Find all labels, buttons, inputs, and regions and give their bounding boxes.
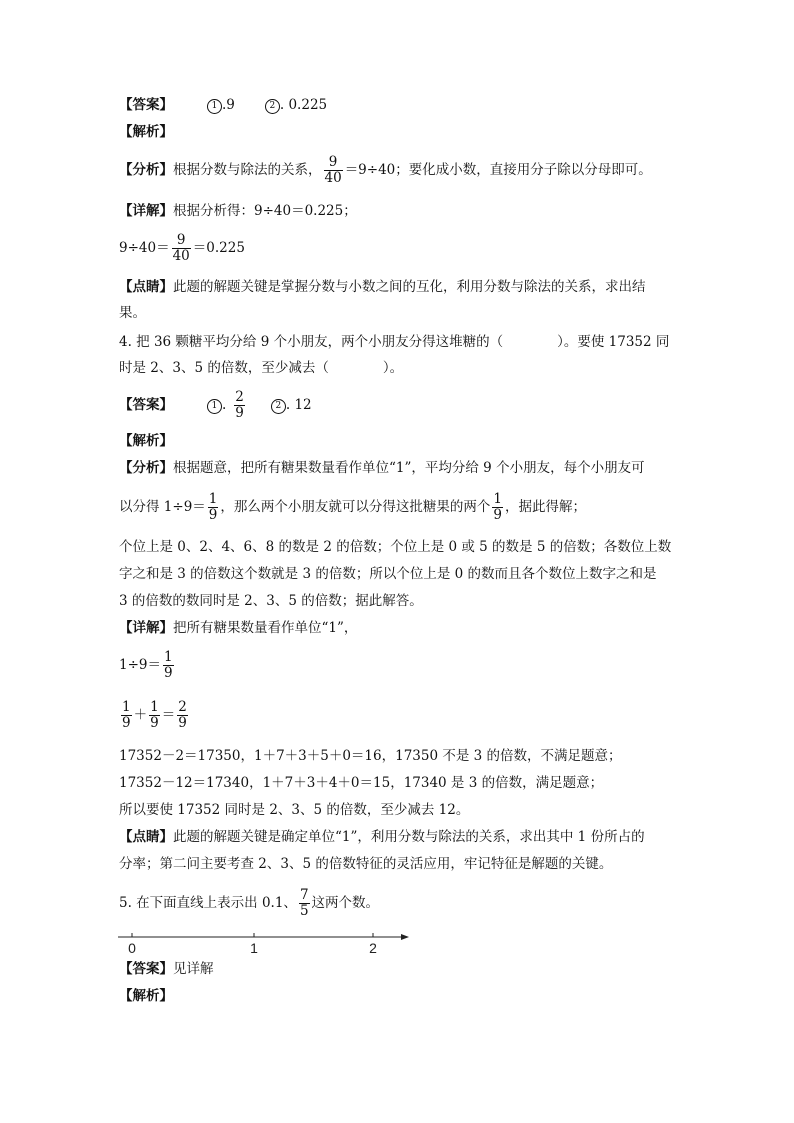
fraction: $\frac{1}{9}$: [122, 699, 131, 731]
fraction: $\frac{1}{9}$: [493, 491, 502, 523]
fenxi-tag: 【分析】: [119, 460, 173, 476]
arrow-head-icon: [401, 934, 409, 940]
circled-number: 1: [207, 399, 222, 414]
answer-tag: 【答案】: [119, 397, 173, 413]
answer-value: . 12: [285, 397, 312, 413]
tick-label-2: 2: [369, 940, 377, 956]
q4-analysis-line: [119, 431, 173, 451]
q3-answer-line: [119, 95, 327, 115]
answer-value: . 0.225: [279, 97, 328, 113]
detail-text: 根据分析得：9÷40＝0.225；: [173, 203, 357, 219]
q3-comment-line2: 果。: [119, 305, 146, 321]
analysis-tag: 【解析】: [119, 124, 173, 140]
circled-number: 1: [207, 99, 222, 114]
q5-question-line: 5. 在下面直线上表示出 0.1、 $\frac{7}{5}$ 这两个数。: [119, 887, 380, 919]
fenxi-tag: 【分析】: [119, 162, 173, 178]
q4-equation2: $\frac{1}{9}$ ＋ $\frac{1}{9}$ ＝ $\frac{2}{9}$: [122, 699, 187, 731]
q4-answer-line: 【答案】 1 . $\frac{2}{9}$ 2 . 12: [119, 389, 312, 421]
circled-number: 2: [265, 99, 280, 114]
tick-label-0: 0: [128, 940, 136, 956]
comment-tag: 【点睛】: [119, 279, 173, 295]
analysis-tag: 【解析】: [119, 988, 173, 1004]
q4-equation1: 1÷9＝ $\frac{1}{9}$: [119, 649, 173, 681]
q4-paragraph-line2: 字之和是 3 的倍数这个数就是 3 的倍数；所以个位上是 0 的数而且各个数位上数字之和是: [119, 566, 657, 582]
fenxi-text: 根据分数与除法的关系，: [173, 162, 322, 178]
fenxi-text: ＝9÷40；要化成小数，直接用分子除以分母即可。: [344, 162, 652, 178]
detail-tag: 【详解】: [119, 620, 173, 636]
q4-question-line2: 时是 2、3、5 的倍数，至少减去（ ）。: [119, 360, 404, 376]
fraction: $\frac{9}{40}$: [172, 232, 190, 264]
q3-fenxi-line: [119, 153, 652, 187]
q5-answer-line: [119, 959, 214, 979]
q4-detail-line: 【详解】把所有糖果数量看作单位“1”，: [119, 620, 358, 636]
q4-paragraph-line1: 个位上是 0、2、4、6、8 的数是 2 的倍数；个位上是 0 或 5 的数是 5 的倍数；各数位上数: [119, 539, 672, 555]
q3-detail-line: [119, 201, 357, 221]
q4-paragraph-line3: 3 的倍数的数同时是 2、3、5 的倍数；据此解答。: [119, 593, 423, 609]
tick-label-1: 1: [250, 940, 258, 956]
fraction: $\frac{9}{40}$: [324, 154, 342, 186]
q4-comment-line2: 分率；第二问主要考查 2、3、5 的倍数特征的灵活应用，牢记特征是解题的关键。: [119, 856, 613, 872]
answer-tag: 【答案】: [119, 97, 173, 113]
q4-fenxi-line1: 【分析】根据题意，把所有糖果数量看作单位“1”，平均分给 9 个小朋友，每个小朋友可: [119, 460, 645, 476]
fraction: $\frac{7}{5}$: [299, 887, 309, 919]
fraction: $\frac{1}{9}$: [208, 491, 218, 523]
q5-analysis-line: [119, 986, 173, 1006]
fraction: $\frac{1}{9}$: [150, 699, 159, 731]
circled-number: 2: [271, 399, 286, 414]
fraction: $\frac{1}{9}$: [164, 649, 173, 681]
comment-tag: 【点睛】: [119, 829, 173, 845]
detail-tag: 【详解】: [119, 203, 173, 219]
q3-analysis-line: [119, 122, 173, 142]
q4-fenxi-line2: 以分得 1÷9＝ $\frac{1}{9}$ ，那么两个小朋友就可以分得这批糖果的两个 $\frac{1}{9}$ ，据此得解；: [119, 491, 586, 523]
q4-question-line1: 4. 把 36 颗糖平均分给 9 个小朋友，两个小朋友分得这堆糖的（ ）。要使 17352 同: [119, 334, 670, 350]
number-line: [115, 926, 415, 958]
q3-comment-line1: 【点睛】此题的解题关键是掌握分数与小数之间的互化，利用分数与除法的关系，求出结: [119, 279, 646, 295]
answer-value: .9: [222, 97, 235, 113]
q4-calc2: 17352－12＝17340，1＋7＋3＋4＋0＝15，17340 是 3 的倍数，满足题意；: [119, 775, 604, 791]
answer-tag: 【答案】: [119, 961, 173, 977]
q3-equation: 9÷40＝ $\frac{9}{40}$ ＝0.225: [119, 232, 245, 264]
q4-conclusion: 所以要使 17352 同时是 2、3、5 的倍数，至少减去 12。: [119, 802, 470, 818]
q4-comment-line1: 【点睛】此题的解题关键是确定单位“1”，利用分数与除法的关系，求出其中 1 份所占的: [119, 829, 645, 845]
fraction: $\frac{2}{9}$: [178, 699, 187, 731]
answer-value: 见详解: [173, 961, 214, 977]
analysis-tag: 【解析】: [119, 433, 173, 449]
q4-calc1: 17352－2＝17350，1＋7＋3＋5＋0＝16，17350 不是 3 的倍数，不满足题意；: [119, 748, 622, 764]
fraction: $\frac{2}{9}$: [235, 389, 244, 421]
